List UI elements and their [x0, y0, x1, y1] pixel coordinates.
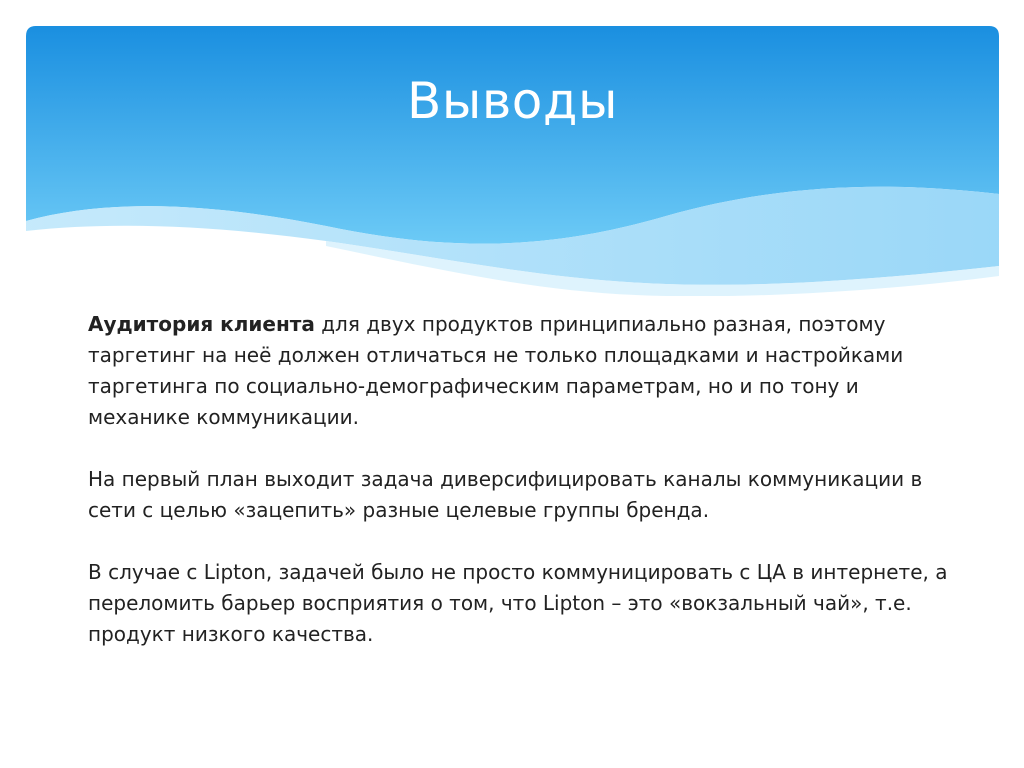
paragraph-lead: Аудитория клиента	[88, 312, 315, 336]
paragraph-channels: На первый план выходит задача диверсифицировать каналы коммуникации в сети с целью «зацепить» разные целевые группы бренда.	[88, 467, 923, 522]
header-banner	[26, 26, 999, 296]
wave-background	[26, 26, 999, 296]
slide-body	[88, 309, 948, 681]
slide-title: Выводы	[407, 72, 618, 130]
paragraph-lipton: В случае с Lipton, задачей было не просто коммуницировать с ЦА в интернете, а переломить барьер восприятия о том, что Lipton – это «вокзальный чай», т.е. продукт низкого качества.	[88, 560, 948, 646]
paragraph-audience	[88, 309, 948, 433]
paragraph-text: для двух продуктов принципиально разная, поэтому таргетинг на неё должен отличаться не только площадками и настройками таргетинга по социально-демографическим параметрам, но и по тону и механике коммуникации.	[88, 312, 904, 429]
